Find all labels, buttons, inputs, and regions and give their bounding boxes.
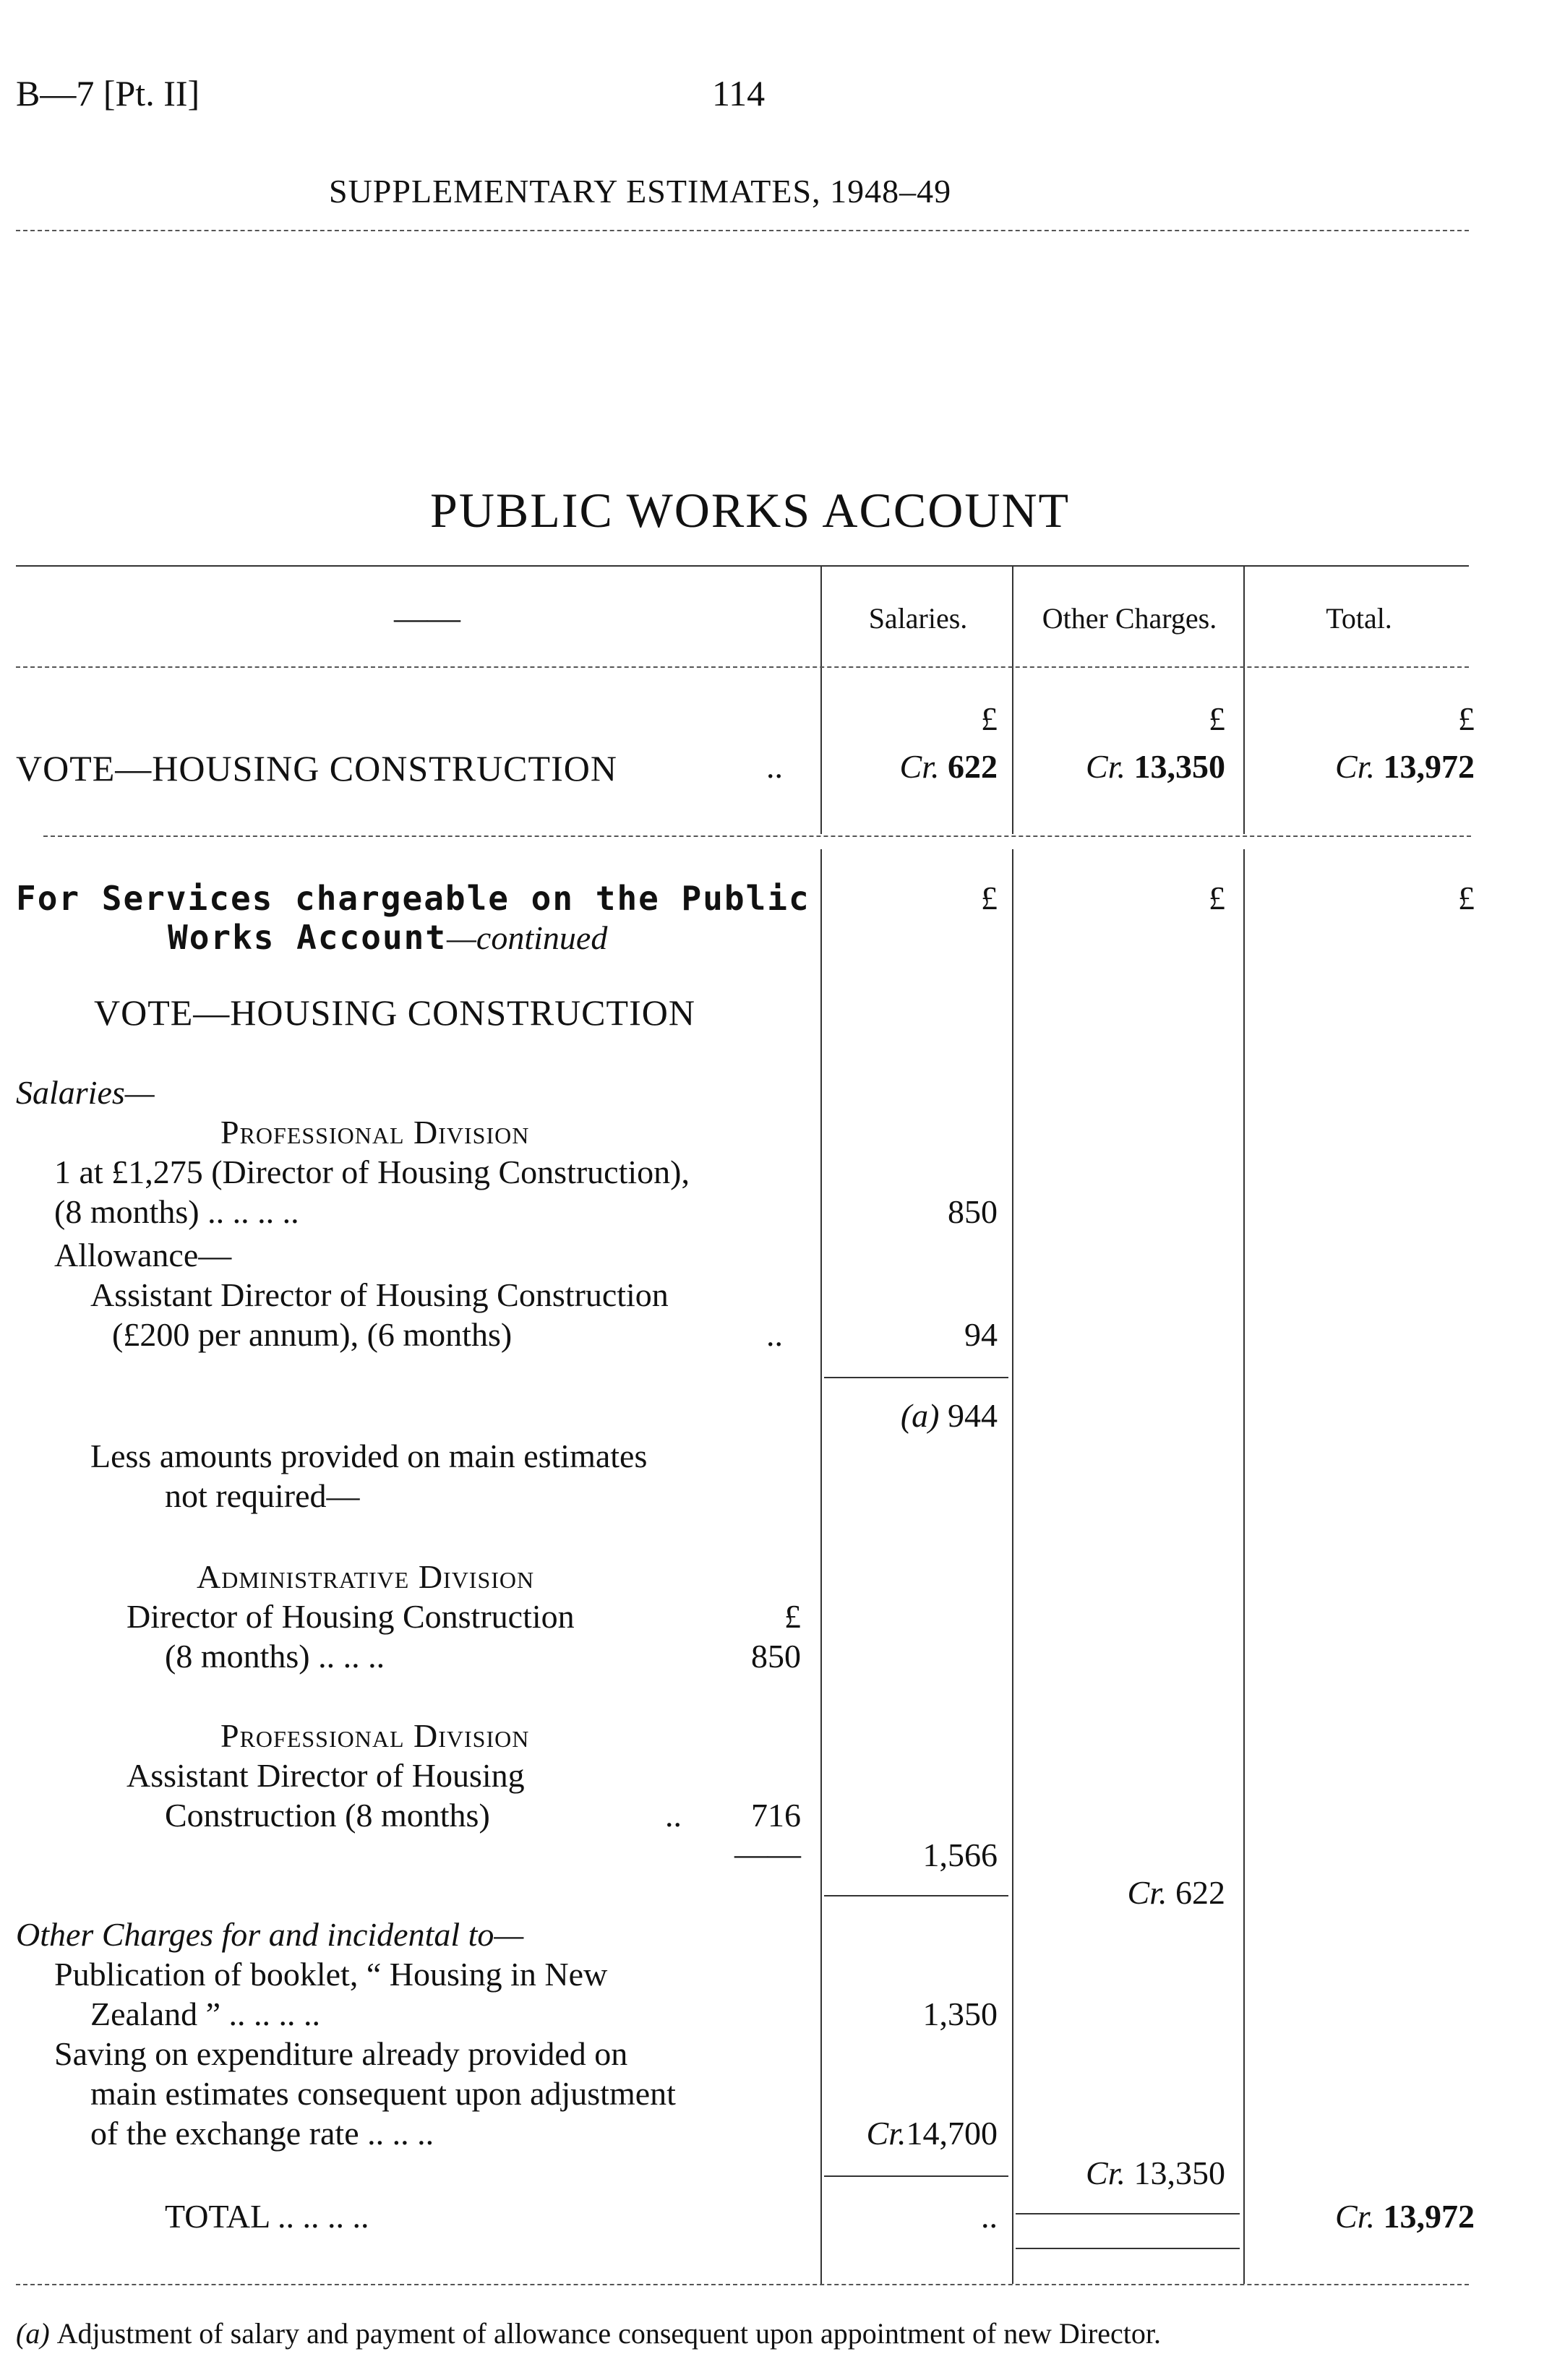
col-divider bbox=[1012, 849, 1013, 2284]
header-bottom-rule bbox=[16, 666, 1469, 668]
asst-line-2: Construction (8 months) bbox=[165, 1797, 490, 1834]
salaries-net-value: 622 bbox=[1175, 1874, 1225, 1911]
section-title: PUBLIC WORKS ACCOUNT bbox=[430, 483, 1071, 538]
saving-amount bbox=[824, 2114, 998, 2153]
credit-marker: Cr. bbox=[1335, 2198, 1375, 2235]
asst-rule: —— bbox=[734, 1835, 801, 1872]
document-reference: B—7 [Pt. II] bbox=[16, 73, 200, 113]
col-divider bbox=[1012, 565, 1013, 834]
salaries-subtotal bbox=[824, 1396, 998, 1435]
less-line-2: not required— bbox=[165, 1477, 360, 1514]
grand-total bbox=[1251, 2197, 1475, 2236]
total-rule bbox=[1016, 2213, 1240, 2214]
booklet-line-1: Publication of booklet, “ Housing in New bbox=[54, 1956, 608, 1993]
other-charges-heading: Other Charges for and incidental to— bbox=[16, 1916, 524, 1953]
summary-total bbox=[1251, 747, 1475, 786]
total-bottom-rule bbox=[1016, 2248, 1240, 2249]
column-header-other-charges: Other Charges. bbox=[1042, 602, 1217, 635]
summary-other-charges bbox=[1019, 747, 1225, 786]
detail-total-currency: £ bbox=[1458, 880, 1475, 916]
summary-salaries-currency: £ bbox=[981, 700, 998, 737]
booklet-line-2: Zealand ” .. .. .. .. bbox=[90, 1995, 321, 2032]
director-line-2: (8 months) .. .. .. .. bbox=[54, 1193, 299, 1230]
column-header-blank: —— bbox=[394, 599, 460, 636]
detail-salaries-currency: £ bbox=[981, 880, 998, 916]
credit-marker: Cr. bbox=[1086, 748, 1126, 785]
administrative-division-heading: Administrative Division bbox=[197, 1558, 535, 1595]
page-number: 114 bbox=[712, 73, 766, 113]
footnote-mark: (a) bbox=[16, 2317, 50, 2350]
subtotal-rule bbox=[824, 1377, 1008, 1378]
admin-line-1: Director of Housing Construction bbox=[127, 1598, 575, 1635]
grand-total-value: 13,972 bbox=[1383, 2198, 1475, 2235]
credit-marker: Cr. bbox=[899, 748, 940, 785]
summary-label: VOTE—HOUSING CONSTRUCTION bbox=[16, 748, 617, 789]
summary-total-value: 13,972 bbox=[1383, 748, 1475, 785]
saving-line-1: Saving on expenditure already provided on bbox=[54, 2035, 628, 2072]
column-header-total: Total. bbox=[1326, 602, 1392, 635]
assistant-leader: .. bbox=[766, 1316, 783, 1353]
summary-other-currency: £ bbox=[1209, 700, 1225, 737]
admin-line-2: (8 months) .. .. .. bbox=[165, 1638, 385, 1675]
summary-other-charges-value: 13,350 bbox=[1133, 748, 1225, 785]
table-top-rule bbox=[16, 565, 1469, 567]
allowance-heading: Allowance— bbox=[54, 1237, 232, 1273]
asst-line-1: Assistant Director of Housing bbox=[127, 1757, 525, 1794]
saving-amount-value: 14,700 bbox=[906, 2115, 998, 2152]
credit-marker: Cr. bbox=[1335, 748, 1375, 785]
document-title: SUPPLEMENTARY ESTIMATES, 1948–49 bbox=[329, 173, 952, 210]
col-divider bbox=[1243, 565, 1245, 834]
detail-other-currency: £ bbox=[1209, 880, 1225, 916]
director-line-1: 1 at £1,275 (Director of Housing Construction), bbox=[54, 1154, 690, 1190]
col-divider bbox=[820, 565, 822, 834]
detail-heading-line-2 bbox=[168, 918, 607, 958]
asst-amount: 716 bbox=[751, 1797, 801, 1834]
salaries-net-rule bbox=[824, 1895, 1008, 1896]
credit-marker: Cr. bbox=[1086, 2155, 1126, 2191]
less-total: 1,566 bbox=[922, 1836, 998, 1873]
assistant-line-2: (£200 per annum), (6 months) bbox=[112, 1316, 513, 1353]
summary-total-currency: £ bbox=[1458, 700, 1475, 737]
admin-currency: £ bbox=[784, 1598, 801, 1635]
col-divider bbox=[1243, 849, 1245, 2284]
saving-line-3: of the exchange rate .. .. .. bbox=[90, 2115, 434, 2152]
credit-marker: Cr. bbox=[1127, 1874, 1167, 1911]
col-divider bbox=[820, 849, 822, 2284]
summary-bottom-rule bbox=[43, 835, 1471, 837]
asst-leader: .. bbox=[665, 1797, 682, 1834]
table-bottom-rule bbox=[16, 2284, 1469, 2285]
booklet-amount: 1,350 bbox=[922, 1995, 998, 2032]
other-net bbox=[1019, 2154, 1225, 2193]
less-line-1: Less amounts provided on main estimates bbox=[90, 1438, 648, 1474]
salaries-heading: Salaries— bbox=[16, 1074, 155, 1111]
admin-amount: 850 bbox=[751, 1638, 801, 1675]
salaries-net bbox=[1019, 1873, 1225, 1912]
total-salaries: .. bbox=[981, 2198, 998, 2235]
summary-salaries-value: 622 bbox=[948, 748, 998, 785]
detail-heading-continued: —continued bbox=[447, 919, 608, 956]
professional-division-heading-2: Professional Division bbox=[220, 1717, 530, 1754]
salaries-subtotal-value: 944 bbox=[948, 1397, 998, 1434]
director-amount: 850 bbox=[948, 1193, 998, 1230]
professional-division-heading: Professional Division bbox=[220, 1114, 530, 1151]
assistant-amount: 94 bbox=[964, 1316, 998, 1353]
column-header-salaries: Salaries. bbox=[868, 602, 968, 635]
header-rule bbox=[16, 230, 1469, 231]
credit-marker: Cr. bbox=[866, 2115, 906, 2152]
summary-salaries bbox=[824, 747, 998, 786]
footnote bbox=[16, 2316, 1161, 2351]
footnote-ref: (a) bbox=[900, 1397, 940, 1434]
summary-leader: .. bbox=[766, 748, 783, 785]
other-net-value: 13,350 bbox=[1133, 2155, 1225, 2191]
footnote-text: Adjustment of salary and payment of allowance consequent upon appointment of new Director. bbox=[56, 2317, 1161, 2350]
assistant-line-1: Assistant Director of Housing Construction bbox=[90, 1276, 669, 1313]
other-net-rule bbox=[824, 2175, 1008, 2177]
total-label: TOTAL .. .. .. .. bbox=[165, 2198, 369, 2235]
detail-heading-bold: Works Account bbox=[168, 918, 447, 957]
vote-title: VOTE—HOUSING CONSTRUCTION bbox=[94, 992, 695, 1033]
saving-line-2: main estimates consequent upon adjustment bbox=[90, 2075, 676, 2112]
detail-heading-line-1: For Services chargeable on the Public bbox=[16, 879, 810, 918]
